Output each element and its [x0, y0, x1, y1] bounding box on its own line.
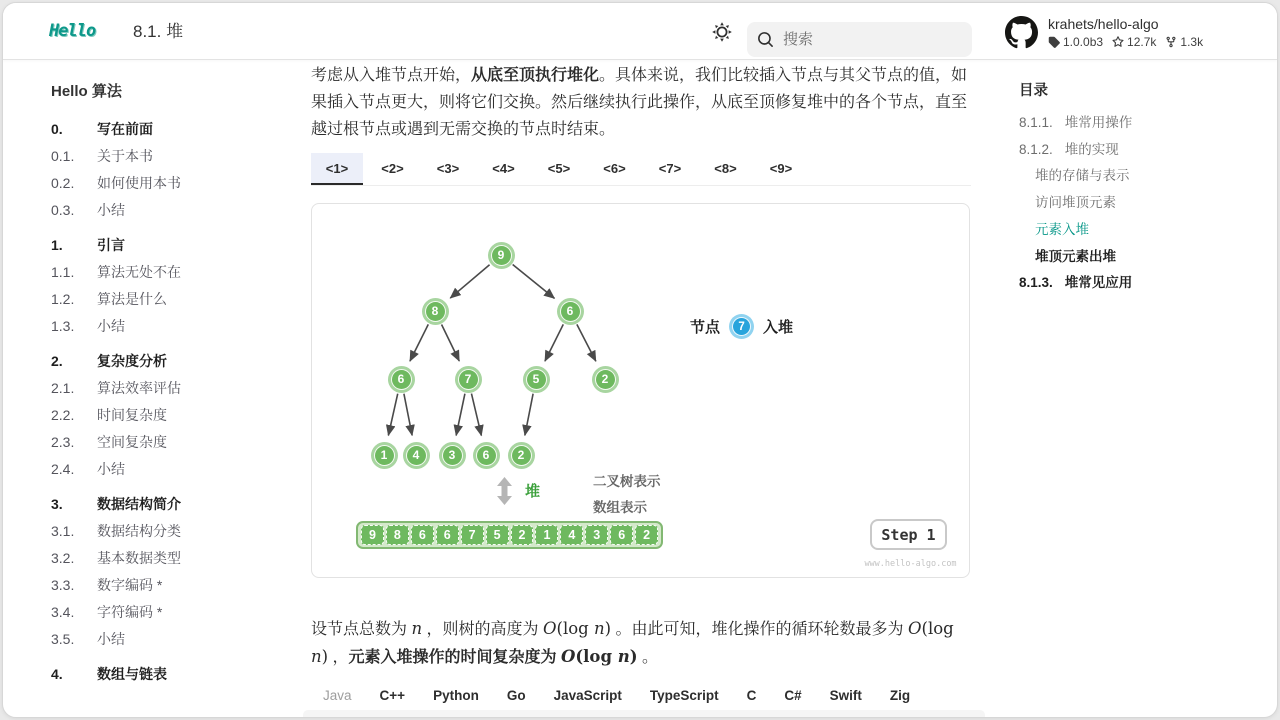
sidebar-item[interactable]: [51, 116, 291, 143]
sidebar-item-number: 2.1.: [51, 380, 75, 396]
search-box[interactable]: [747, 22, 972, 57]
page-title: 8.1. 堆: [133, 22, 184, 41]
array-cell: 8: [386, 525, 409, 545]
language-tab-typescript[interactable]: TypeScript: [649, 688, 719, 703]
sidebar-item-label: 写在前面: [97, 121, 153, 137]
sidebar-item[interactable]: [51, 232, 291, 259]
language-tab-javascript[interactable]: JavaScript: [553, 688, 622, 703]
sidebar-item[interactable]: [51, 545, 291, 572]
language-tab-zig[interactable]: Zig: [889, 688, 911, 703]
sidebar-item-number: 2.3.: [51, 434, 75, 450]
text-segment: ，: [328, 649, 349, 666]
toc-item-label: 堆的实现: [1064, 141, 1119, 157]
star-icon: [1112, 36, 1124, 48]
toc-item-number: 8.1.1.: [1019, 115, 1053, 130]
text-segment: 考虑从入堆节点开始，: [311, 67, 472, 84]
sidebar-item-number: 0.: [51, 121, 63, 137]
sidebar-item-label: 基本数据类型: [97, 550, 181, 566]
tree-node-value: 4: [406, 445, 427, 466]
sidebar-item-number: 3.2.: [51, 550, 75, 566]
app-window: [2, 2, 1278, 718]
tree-node-value: 2: [511, 445, 532, 466]
legend-array: 数组表示: [593, 500, 647, 515]
sidebar-item[interactable]: [51, 491, 291, 518]
tree-node-value: 9: [491, 245, 512, 266]
sidebar-item-label: 小结: [97, 318, 125, 334]
sidebar-item-label: 小结: [97, 461, 125, 477]
sidebar-item-number: 1.1.: [51, 264, 75, 280]
toc-item[interactable]: [1019, 270, 1249, 297]
code-block-top: [303, 710, 985, 718]
text-segment: O(log n): [311, 619, 954, 666]
array-cell: 2: [635, 525, 658, 545]
fork-icon: [1165, 36, 1177, 48]
sidebar-item-label: 数字编码 *: [97, 577, 163, 593]
toc-item-label: 堆常见应用: [1064, 275, 1133, 291]
toc-item[interactable]: [1019, 110, 1249, 137]
theme-toggle-button[interactable]: [709, 19, 735, 45]
text-segment: 。由此可知，堆化操作的循环轮数最多为: [611, 621, 908, 638]
github-icon: [1005, 16, 1038, 49]
sidebar-item-number: 3.3.: [51, 577, 75, 593]
sidebar-nav-list: [51, 116, 291, 688]
toc-item-number: 8.1.3.: [1019, 275, 1053, 291]
sidebar-item-number: 4.: [51, 666, 63, 682]
tree-node: [523, 366, 550, 393]
tree-node: [473, 442, 500, 469]
toc-list: [1019, 110, 1249, 297]
tree-node-value: 8: [425, 301, 446, 322]
language-tab-swift[interactable]: Swift: [829, 688, 862, 703]
sidebar-item-label: 如何使用本书: [97, 175, 181, 191]
sidebar-item-label: 关于本书: [97, 148, 153, 164]
tree-node: [403, 442, 430, 469]
figure-step-tab[interactable]: <7>: [658, 161, 682, 176]
toc-item-label: 堆常用操作: [1064, 115, 1133, 130]
sidebar-item-label: 数组与链表: [97, 666, 167, 682]
sidebar-item[interactable]: [51, 170, 291, 197]
text-segment: ，则树的高度为: [422, 621, 543, 638]
sidebar-item-number: 3.4.: [51, 604, 75, 620]
tree-node: [388, 366, 415, 393]
toc-item-label: 堆顶元素出堆: [1035, 248, 1116, 264]
sidebar-item-number: 0.3.: [51, 202, 75, 218]
toc-item[interactable]: [1019, 137, 1249, 164]
paragraph-heapify-intro: [311, 62, 971, 143]
sidebar-item[interactable]: [51, 626, 291, 653]
site-logo[interactable]: Hello: [49, 21, 96, 41]
watermark: www.hello-algo.com: [864, 559, 957, 569]
language-tab-java[interactable]: Java: [323, 688, 352, 703]
sidebar-item[interactable]: [51, 456, 291, 483]
tree-node: [422, 298, 449, 325]
language-tabs: [323, 683, 910, 709]
heap-array: [356, 521, 663, 549]
array-cell: 3: [585, 525, 608, 545]
tag-icon: [1048, 36, 1060, 48]
array-cell: 2: [511, 525, 534, 545]
toc-item[interactable]: [1019, 244, 1249, 271]
sidebar-item-number: 1.3.: [51, 318, 75, 334]
array-cell: 6: [610, 525, 633, 545]
repo-stats: [1048, 35, 1203, 49]
sidebar-item[interactable]: [51, 313, 291, 340]
figure-step-tabs: [311, 153, 971, 186]
array-cell: 4: [560, 525, 583, 545]
sidebar-item-number: 3.5.: [51, 631, 75, 647]
toc-item[interactable]: [1019, 163, 1249, 190]
figure-step-tab[interactable]: <3>: [436, 161, 460, 176]
language-tab-c++[interactable]: C++: [379, 688, 406, 703]
repo-forks-stat: 1.3k: [1165, 35, 1203, 49]
heap-label: 堆: [525, 483, 541, 500]
toc-item[interactable]: [1019, 190, 1249, 217]
header: [3, 3, 1277, 60]
sidebar-item-number: 3.: [51, 496, 63, 512]
insert-node-label: 节点 7 入堆: [690, 314, 793, 339]
sidebar-item-number: 2.: [51, 353, 63, 369]
text-segment: O(log n): [560, 647, 638, 666]
language-tab-c[interactable]: C: [746, 688, 757, 703]
search-input[interactable]: [783, 31, 953, 48]
sidebar-item-label: 小结: [97, 202, 125, 218]
sidebar-item-number: 1.2.: [51, 291, 75, 307]
figure-step-tab[interactable]: <5>: [547, 161, 571, 176]
array-cell: 1: [535, 525, 558, 545]
sidebar-item[interactable]: [51, 259, 291, 286]
toc-sidebar: [1019, 78, 1249, 297]
search-icon: [757, 31, 774, 48]
language-tab-python[interactable]: Python: [433, 688, 479, 703]
text-segment: 从底至顶执行堆化: [471, 67, 600, 84]
tree-node: [508, 442, 535, 469]
array-cell: 9: [361, 525, 384, 545]
figure-step-tab[interactable]: <2>: [381, 161, 404, 176]
figure-step-tab[interactable]: <4>: [492, 161, 515, 176]
brightness-auto-icon: [709, 19, 735, 45]
toc-item-label: 元素入堆: [1035, 221, 1089, 237]
sidebar-item-label: 字符编码 *: [97, 604, 163, 620]
array-cell: 6: [411, 525, 434, 545]
sidebar-item-label: 引言: [97, 237, 125, 253]
sidebar-item-label: 复杂度分析: [97, 353, 167, 369]
sidebar-item-number: 1.: [51, 237, 63, 253]
figure-legend: [593, 469, 661, 521]
array-cell: 5: [486, 525, 509, 545]
figure-step-tab[interactable]: <8>: [714, 161, 737, 176]
tree-node: [371, 442, 398, 469]
sidebar-item-number: 2.4.: [51, 461, 75, 477]
text-segment: 。具体来说，我们比较插入节点与其父节点的值，如果插入节点更大，则将它们交换。然后继续执行此操作，从底至顶修复堆中的各个节点，直至越过根节点或遇到无需交换的节点时结束。: [311, 67, 968, 138]
tree-node: [455, 366, 482, 393]
tree-node-value: 2: [595, 369, 616, 390]
sidebar-item-number: 0.2.: [51, 175, 75, 191]
text-segment: n: [411, 619, 423, 638]
sidebar-item[interactable]: [51, 599, 291, 626]
sidebar-item[interactable]: [51, 402, 291, 429]
sidebar-item-label: 数据结构简介: [97, 496, 181, 512]
left-sidebar: [51, 78, 291, 688]
sidebar-item[interactable]: [51, 348, 291, 375]
text-segment: 。: [637, 649, 658, 666]
toc-item[interactable]: [1019, 217, 1249, 244]
language-tab-go[interactable]: Go: [506, 688, 526, 703]
sidebar-item[interactable]: [51, 572, 291, 599]
figure-step-tab[interactable]: <6>: [603, 161, 626, 176]
repo-stars-stat: 12.7k: [1112, 35, 1156, 49]
figure-step-tab[interactable]: <9>: [769, 161, 793, 176]
sidebar-item-label: 时间复杂度: [97, 407, 167, 423]
sidebar-item-label: 小结: [97, 631, 125, 647]
tree-node: [439, 442, 466, 469]
sidebar-item-number: 0.1.: [51, 148, 75, 164]
sidebar-item[interactable]: [51, 661, 291, 688]
sidebar-item-label: 空间复杂度: [97, 434, 167, 450]
tree-node-value: 5: [526, 369, 547, 390]
sidebar-item[interactable]: [51, 429, 291, 456]
sidebar-item-label: 数据结构分类: [97, 523, 181, 539]
legend-binary-tree: 二叉树表示: [593, 474, 661, 489]
text-segment: O(log n): [543, 619, 612, 638]
tree-node-value: 7: [458, 369, 479, 390]
toc-item-label: 堆的存储与表示: [1035, 168, 1130, 184]
tree-node: [557, 298, 584, 325]
text-segment: 元素入堆操作的时间复杂度为: [348, 649, 561, 666]
toc-title: 目录: [1019, 83, 1048, 99]
sidebar-item[interactable]: [51, 375, 291, 402]
sidebar-item[interactable]: [51, 518, 291, 545]
sidebar-item-number: 2.2.: [51, 407, 75, 423]
tree-node-value: 6: [476, 445, 497, 466]
sidebar-item[interactable]: [51, 197, 291, 224]
array-cell: 7: [461, 525, 484, 545]
array-cell: 6: [436, 525, 459, 545]
tree-node: [488, 242, 515, 269]
tree-node-value: 6: [560, 301, 581, 322]
sidebar-item[interactable]: [51, 143, 291, 170]
text-segment: 设节点总数为: [311, 621, 412, 638]
inserted-node-7: 7: [729, 314, 754, 339]
sidebar-item-number: 3.1.: [51, 523, 75, 539]
repo-version-stat: 1.0.0b3: [1048, 35, 1103, 49]
tree-node-value: 6: [391, 369, 412, 390]
sidebar-item-label: 算法效率评估: [97, 380, 181, 396]
sidebar-item-label: 算法是什么: [97, 291, 167, 307]
language-tab-c#[interactable]: C#: [784, 688, 802, 703]
sidebar-item[interactable]: [51, 286, 291, 313]
heap-figure: [311, 203, 970, 578]
github-repo-link[interactable]: [1005, 16, 1203, 49]
tree-node-value: 3: [442, 445, 463, 466]
tree-node: [592, 366, 619, 393]
tree-node-value: 1: [374, 445, 395, 466]
sidebar-item-label: 算法无处不在: [97, 264, 181, 280]
step-badge: Step 1: [870, 519, 947, 550]
toc-item-label: 访问堆顶元素: [1035, 195, 1116, 211]
figure-step-tab[interactable]: <1>: [311, 153, 363, 185]
repo-name: krahets/hello-algo: [1048, 16, 1159, 32]
updown-arrow-icon: [496, 477, 513, 505]
toc-item-number: 8.1.2.: [1019, 141, 1053, 157]
site-title[interactable]: Hello 算法: [51, 83, 122, 100]
paragraph-complexity: [311, 615, 971, 671]
